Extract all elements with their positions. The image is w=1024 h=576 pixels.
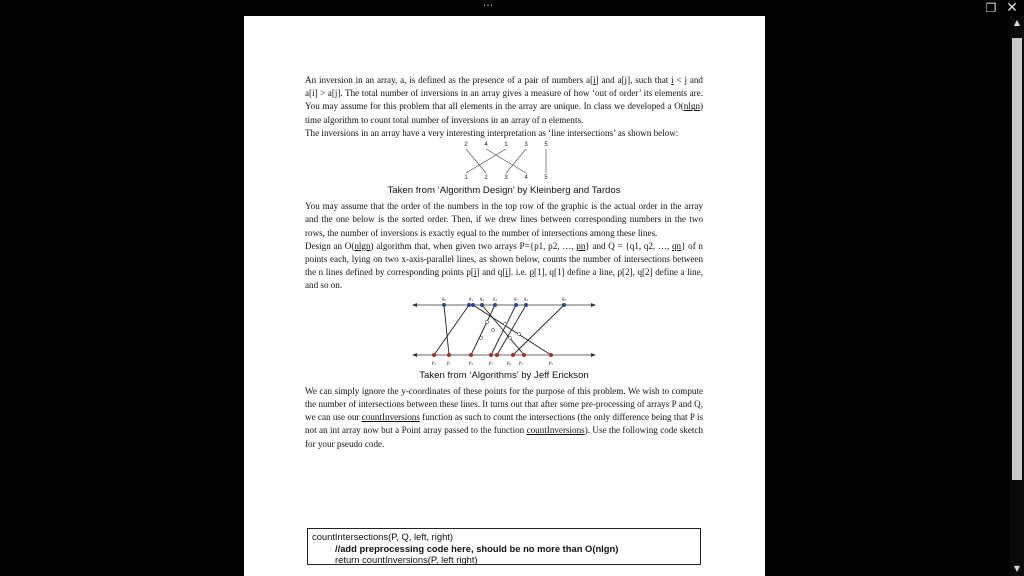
p-label: p₃: [488, 360, 494, 366]
scroll-thumb[interactable]: [1012, 38, 1022, 480]
p-point: [489, 353, 493, 357]
connector-line: [466, 149, 506, 173]
p-point: [511, 353, 515, 357]
q-label: q₄: [492, 296, 498, 302]
connector-line: [506, 149, 526, 173]
figure-caption-kleinberg: Taken from ‘Algorithm Design’ by Kleinberg and Tardos: [387, 185, 621, 197]
intersection-marker: [491, 328, 494, 331]
p-point: [447, 353, 451, 357]
q-point: [442, 303, 446, 307]
segment-line: [434, 305, 469, 355]
scroll-down-icon[interactable]: ▼: [1013, 564, 1021, 573]
paragraph-explanation: You may assume that the order of the numbers in the top row of the graphic is the actual order in the array and the one below is the sorted order. Then, if we drew lines between corresponding numbers in the two rows, the number of inversions is exactly equal to the number of intersections among these lines.: [305, 201, 703, 238]
p-label: p₆: [506, 360, 512, 366]
restore-window-icon[interactable]: ❐: [985, 1, 997, 15]
connector-line: [466, 149, 486, 173]
top-number: 5: [544, 142, 548, 149]
paragraph-approach: We can simply ignore the y-coordinates of these points for the purpose of this problem. We wish to compute the number of intersections between these lines. It turns out that after some pre-processing of arrays P and Q, we can use our countInversions function as such to count the intersections (the only difference being that P is not an int array now but a Point array passed to the function countInversions). Use the following code sketch for your pseudo code.: [305, 385, 704, 449]
q-point: [514, 303, 518, 307]
q-label: q₂: [479, 296, 485, 302]
intersection-marker: [508, 336, 511, 339]
bottom-number: 4: [524, 175, 528, 182]
p-label: p₇: [446, 360, 452, 366]
p-point: [432, 353, 436, 357]
code-line-comment: //add preprocessing code here, should be no more than O(nlgn): [335, 542, 619, 554]
intersection-marker: [485, 320, 488, 323]
points-lines-diagram: [409, 293, 599, 367]
q-point: [562, 303, 566, 307]
code-line-signature: countIntersections(P, Q, left, right): [312, 531, 454, 542]
more-options-icon[interactable]: ···: [482, 0, 494, 12]
axis-arrow-icon: [412, 303, 417, 307]
intersection-marker: [503, 322, 506, 325]
axis-arrow-icon: [412, 353, 417, 357]
document-content: [305, 74, 703, 451]
axis-arrow-icon: [591, 353, 596, 357]
bottom-number: 3: [504, 175, 508, 182]
scroll-up-icon[interactable]: ▲: [1013, 18, 1021, 27]
q-label: q₁: [468, 296, 474, 302]
p-label: p₄: [468, 360, 474, 366]
q-point: [467, 303, 471, 307]
top-number: 2: [464, 142, 468, 149]
p-point: [469, 353, 473, 357]
q-label: q₆: [441, 296, 447, 302]
close-window-icon[interactable]: ✕: [1006, 0, 1018, 16]
title-bar: [0, 0, 1024, 16]
q-point: [480, 303, 484, 307]
intersection-marker: [517, 332, 520, 335]
intersection-marker: [479, 336, 482, 339]
code-line-return: return countInversions(P, left right): [335, 554, 478, 566]
p-point: [495, 353, 499, 357]
inversion-diagram: [449, 140, 559, 182]
q-label: q₈: [561, 296, 567, 302]
top-number: 1: [504, 142, 508, 149]
bottom-number: 5: [544, 175, 548, 182]
top-number: 3: [524, 142, 528, 149]
p-label: p₂: [518, 360, 524, 366]
connector-line: [486, 149, 526, 173]
p-label: p₅: [548, 360, 554, 366]
code-sketch-box: [307, 528, 701, 565]
paragraph-line-intersections: The inversions in an array have a very interesting interpretation as ‘line intersections’ as shown below:: [305, 127, 679, 138]
bottom-number: 1: [464, 175, 468, 182]
document-page: [244, 16, 765, 576]
axis-arrow-icon: [591, 303, 596, 307]
top-number: 4: [484, 142, 488, 149]
figure-caption-erickson: Taken from ‘Algorithms’ by Jeff Erickson: [419, 369, 589, 381]
q-point: [524, 303, 528, 307]
vertical-scrollbar[interactable]: [1010, 16, 1024, 576]
p-label: p₁: [431, 360, 437, 366]
q-label: q₃: [523, 296, 529, 302]
paragraph-inversion-definition: An inversion in an array, a, is defined as the presence of a pair of numbers a[i] and a[j], such that i < j and a[i] > a[j]. The total number of inversions in an array gives a measure of how ‘out of order’ its elements are. You may assume for this problem that all elements in the array are unique. In class we developed a O(nlgn) time algorithm to count total number of inversions in an array of n elements.: [305, 75, 703, 125]
segment-line: [444, 305, 449, 355]
p-point: [549, 353, 553, 357]
bottom-number: 2: [484, 175, 488, 182]
p-point: [522, 353, 526, 357]
paragraph-design-task: Design an O(nlgn) algorithm that, when given two arrays P={p1, p2, …, pn} and Q = {q1, q2, …, qn} of n points each, lying on two x-axis-parallel lines, as shown below, counts the number of intersections between the n lines defined by corresponding points p[i] and q[i]. i.e. p[1], q[1] define a line, p[2], q[2] define a line, and so on.: [305, 240, 703, 291]
q-point: [471, 303, 475, 307]
q-point: [493, 303, 497, 307]
q-label: q₇: [513, 296, 519, 302]
